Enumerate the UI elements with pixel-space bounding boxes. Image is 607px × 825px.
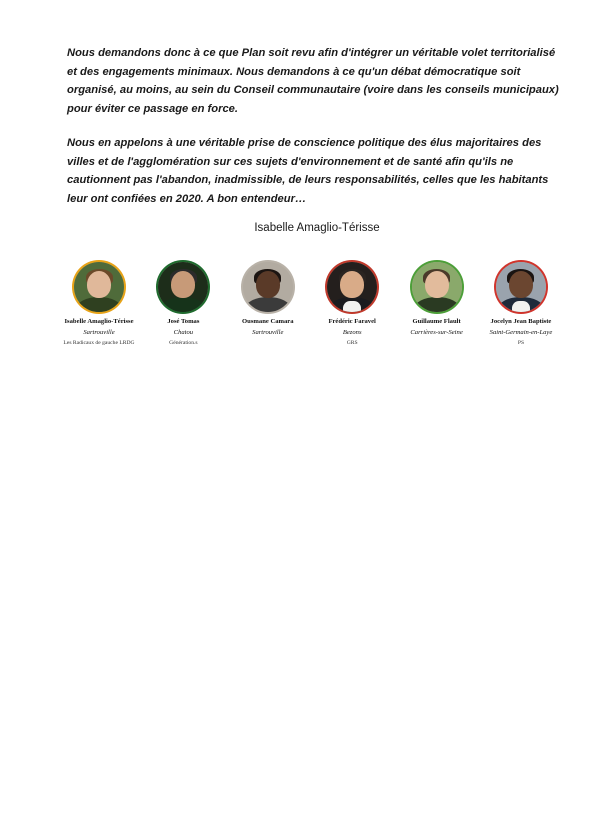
avatar-ring-3 [241,260,295,314]
signatory-name: José Tomas [167,318,200,325]
signatory-party: Génération.s [169,340,198,346]
paragraph-2: Nous en appelons à une véritable prise de conscience politique des élus majoritaires des villes et de l'agglomération sur ces sujets d'environnement et de santé afin qu'ils ne cautionnent pas l'abandon, inadmissible, de leurs responsabilités, celles que les habitants leur ont confiées en 2020. A bon entendeur… [67,137,549,205]
signatory-city: Chatou [173,329,194,336]
avatar [74,262,124,312]
avatar [158,262,208,312]
signatory-city: Bezons [342,329,362,336]
avatar-ring-2 [156,260,210,314]
list-item [60,260,138,347]
signatory-city: Saint-Germain-en-Laye [489,329,553,336]
signatory-city: Sartrouville [83,329,115,336]
avatar [327,262,377,312]
avatar [412,262,462,312]
signatory-party: PS [517,340,525,346]
list-item [144,260,222,347]
avatar [496,262,546,312]
avatar-ring-6 [494,260,548,314]
avatar [243,262,293,312]
signatory-name: Ousmane Camara [242,318,294,325]
signatory-name: Guillaume Flault [412,318,461,325]
signatory-party: GRS [346,340,358,346]
avatar-ring-1 [72,260,126,314]
paragraph-1: Nous demandons donc à ce que Plan soit revu afin d'intégrer un véritable volet territorialisé et des engagements minimaux. Nous demandons à ce qu'un débat démocratique soit organisé, au moins, au sein du Conseil communautaire (voire dans les conseils municipaux) pour éviter ce passage en force. [67,47,559,115]
list-item [313,260,391,347]
avatar-ring-4 [325,260,379,314]
signatory-name: Frédéric Faravel [328,318,376,325]
signatory-name: Isabelle Amaglio-Térisse [64,318,134,325]
list-item [482,260,560,347]
signatory-party: Les Radicaux de gauche LRDG [63,340,135,346]
signatory-city: Carrières-sur-Seine [410,329,463,336]
list-item [398,260,476,340]
signatory-name: Jocelyn Jean Baptiste [490,318,552,325]
avatar-ring-5 [410,260,464,314]
letter-body [67,44,567,224]
signature-line: Isabelle Amaglio-Térisse [254,222,380,234]
signatory-city: Sartrouville [252,329,284,336]
list-item [229,260,307,340]
signatory-list [60,260,560,347]
